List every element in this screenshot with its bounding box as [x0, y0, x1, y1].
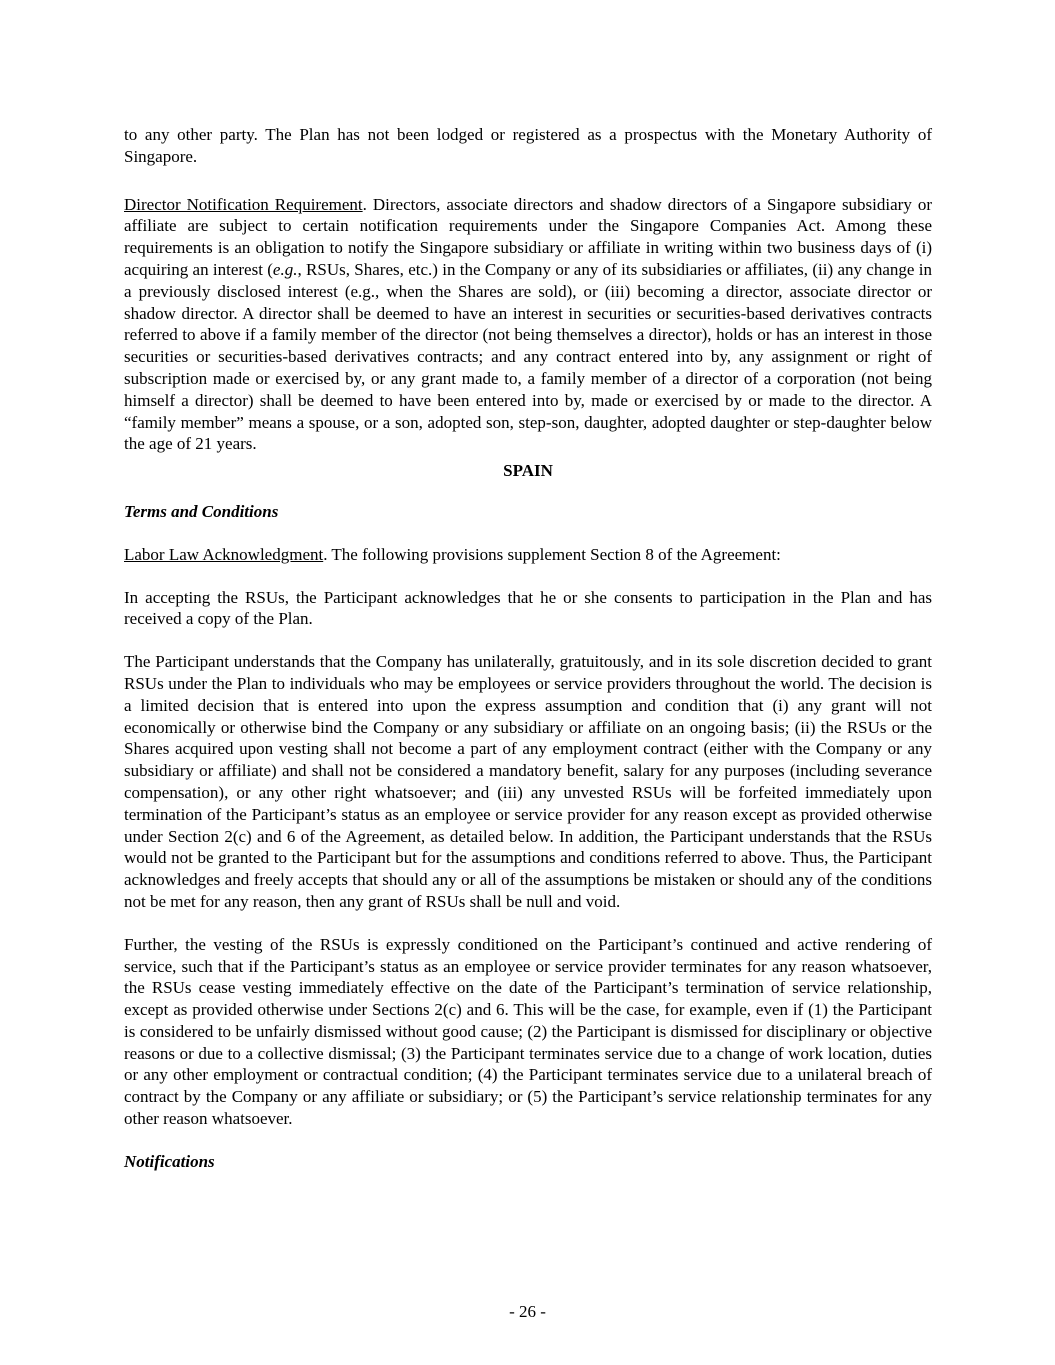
- paragraph-director-notification: [124, 194, 932, 456]
- labor-law-title: Labor Law Acknowledgment: [124, 544, 324, 564]
- page-number: - 26 -: [509, 1302, 546, 1321]
- paragraph-vesting-conditions: Further, the vesting of the RSUs is expressly conditioned on the Participant’s continued and active rendering of service, such that if the Participant’s status as an employee or service provider terminates for any reason whatsoever, the RSUs cease vesting immediately effective on the date of the Participant’s termination of service relationship, except as provided otherwise under Sections 2(c) and 6. This will be the case, for example, even if (1) the Participant is considered to be unfairly dismissed without good cause; (2) the Participant is dismissed for disciplinary or objective reasons or due to a collective dismissal; (3) the Participant terminates service due to a change of work location, duties or any other employment or contractual condition; (4) the Participant terminates service due to a unilateral breach of contract by the Company or any affiliate or subsidiary; or (5) the Participant’s service relationship terminates for any other reason whatsoever.: [124, 934, 932, 1129]
- document-page: [124, 124, 932, 1194]
- country-heading-spain: SPAIN: [503, 461, 553, 481]
- director-notification-title: Director Notification Requirement: [124, 194, 363, 214]
- labor-law-body: . The following provisions supplement Section 8 of the Agreement:: [323, 544, 781, 564]
- director-notification-eg: e.g.: [272, 259, 298, 279]
- director-notification-body-rest: , RSUs, Shares, etc.) in the Company or any of its subsidiaries or affiliates, (ii) any change in a previously disclosed interest (e.g., when the Shares are sold), or (iii) becoming a director, associate director or shadow director. A director shall be deemed to have an interest in securities or securities-based derivatives contracts referred to above if a family member of the director (not being themselves a director), holds or has an interest in those securities or securities-based derivatives contracts; and any contract entered into by, any assignment or right of subscription made or exercised by, or any grant made to, a family member of a director of a corporation (not being himself a director) shall be deemed to have been entered into by, made or exercised by or made to the director. A “family member” means a spouse, or a son, adopted son, step-son, daughter, adopted daughter or step-daughter below the age of 21 years.: [124, 259, 932, 454]
- terms-and-conditions-heading: Terms and Conditions: [124, 501, 279, 521]
- paragraph-participant-understands: The Participant understands that the Company has unilaterally, gratuitously, and in its sole discretion decided to grant RSUs under the Plan to individuals who may be employees or service providers throughout the world. The decision is a limited decision that is entered into upon the express assumption and condition that (i) any grant will not economically or otherwise bind the Company or any subsidiary or affiliate on an ongoing basis; (ii) the RSUs or the Shares acquired upon vesting shall not become a part of any employment contract (either with the Company or any subsidiary or affiliate) and shall not be considered a mandatory benefit, salary for any purposes (including severance compensation), or any other right whatsoever; and (iii) any unvested RSUs will be forfeited immediately upon termination of the Participant’s status as an employee or service provider for any reason except as provided otherwise under Section 2(c) and 6 of the Agreement, as detailed below. In addition, the Participant understands that the RSUs would not be granted to the Participant but for the assumptions and conditions referred to above. Thus, the Participant acknowledges and freely accepts that should any or all of the assumptions be mistaken or should any of the conditions not be met for any reason, then any grant of RSUs shall be null and void.: [124, 652, 932, 911]
- paragraph-prospectus-continuation: to any other party. The Plan has not been lodged or registered as a prospectus with the Monetary Authority of Singapore.: [124, 125, 932, 166]
- notifications-heading: Notifications: [124, 1151, 215, 1171]
- paragraph-accepting-rsus: In accepting the RSUs, the Participant acknowledges that he or she consents to participation in the Plan and has received a copy of the Plan.: [124, 587, 932, 629]
- director-notification-body: . Directors, associate directors and shadow directors of a Singapore subsidiary or affiliate are subject to certain notification requirements under the Singapore Companies Act. Among these requirements is an obligation to notify the Singapore subsidiary or affiliate in writing within two business days of (i) acquiring an interest (: [124, 194, 932, 279]
- paragraph-labor-law: [124, 544, 932, 566]
